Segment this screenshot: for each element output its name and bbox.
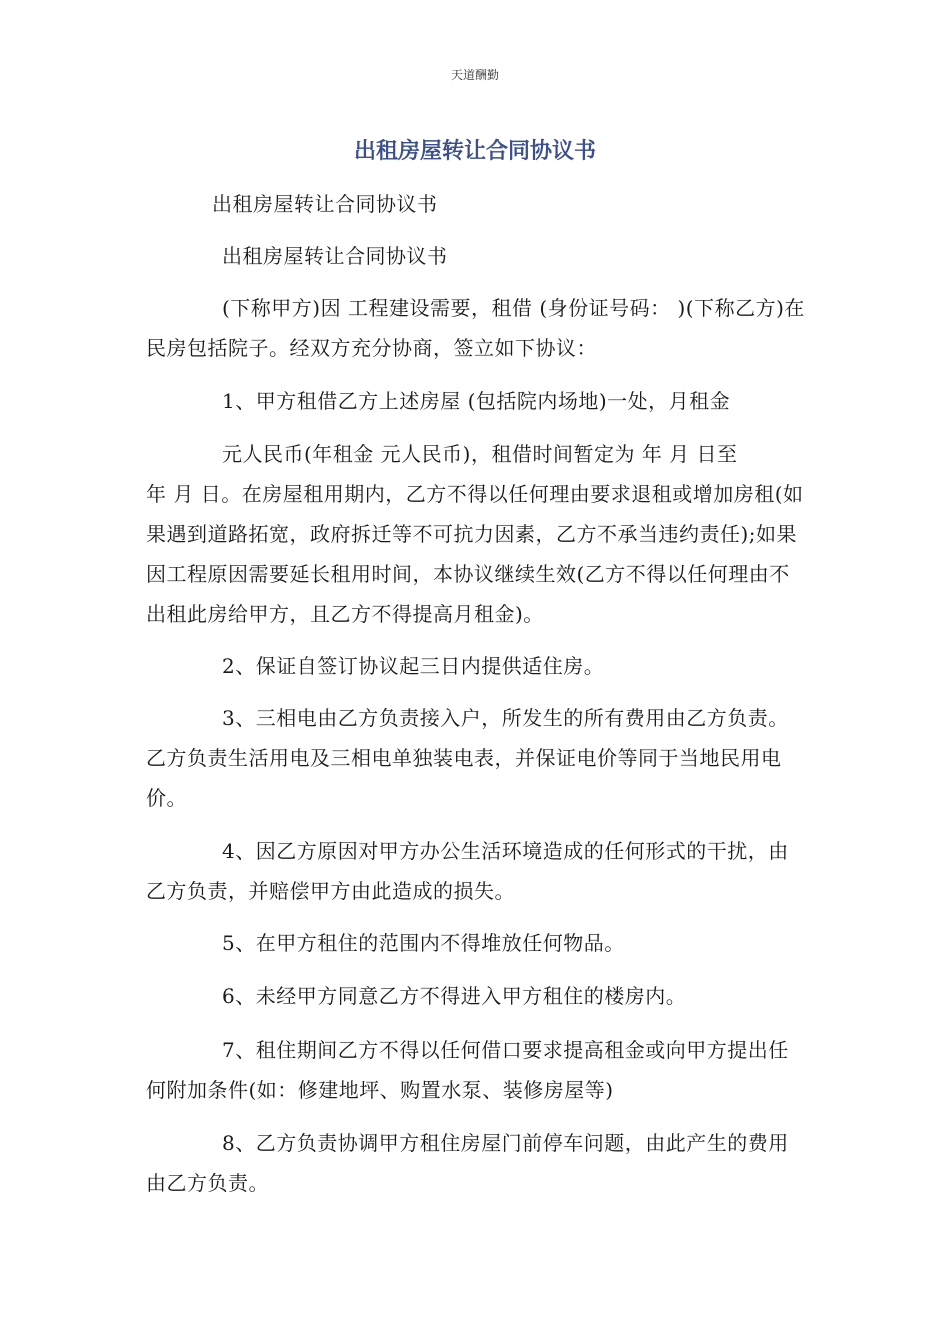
subtitle-2: 出租房屋转让合同协议书 <box>222 244 448 268</box>
document-title: 出租房屋转让合同协议书 <box>353 139 596 164</box>
clause-2: 2、保证自签订协议起三日内提供适住房。 <box>222 654 605 678</box>
subtitle-1: 出租房屋转让合同协议书 <box>212 192 438 216</box>
clause-8: 8、乙方负责协调甲方租住房屋门前停车问题，由此产生的费用由乙方负责。 <box>146 1131 789 1195</box>
clause-6: 6、未经甲方同意乙方不得进入甲方租住的楼房内。 <box>222 984 687 1008</box>
clause-5: 5、在甲方租住的范围内不得堆放任何物品。 <box>222 931 625 955</box>
clause-7: 7、租住期间乙方不得以任何借口要求提高租金或向甲方提出任何附加条件(如：修建地坪、购置水泵、装修房屋等) <box>146 1038 789 1102</box>
clause-4: 4、因乙方原因对甲方办公生活环境造成的任何形式的干扰，由乙方负责，并赔偿甲方由此造成的损失。 <box>146 839 789 903</box>
clause-3: 3、三相电由乙方负责接入户，所发生的所有费用由乙方负责。乙方负责生活用电及三相电单独装电表，并保证电价等同于当地民用电价。 <box>146 706 789 810</box>
clause-1-cont-first: 元人民币(年租金 元人民币)，租借时间暂定为 年 月 日至 <box>222 442 738 466</box>
page-header: 天道酬勤 <box>450 68 499 82</box>
clause-1: 1、甲方租借乙方上述房屋 (包括院内场地)一处，月租金 <box>222 389 731 413</box>
clause-1-cont-rest: 年 月 日。在房屋租用期内，乙方不得以任何理由要求退租或增加房租(如果遇到道路拓宽，政府拆迁等不可抗力因素，乙方不承当违约责任);如果因工程原因需要延长租用时间，本协议继续生效(乙方不得以任何理由不出租此房给甲方，且乙方不得提高月租金)。 <box>146 482 804 626</box>
paragraph-intro: (下称甲方)因 工程建设需要，租借 (身份证号码： )(下称乙方)在 民房包括院子。经双方充分协商，签立如下协议： <box>146 296 805 360</box>
